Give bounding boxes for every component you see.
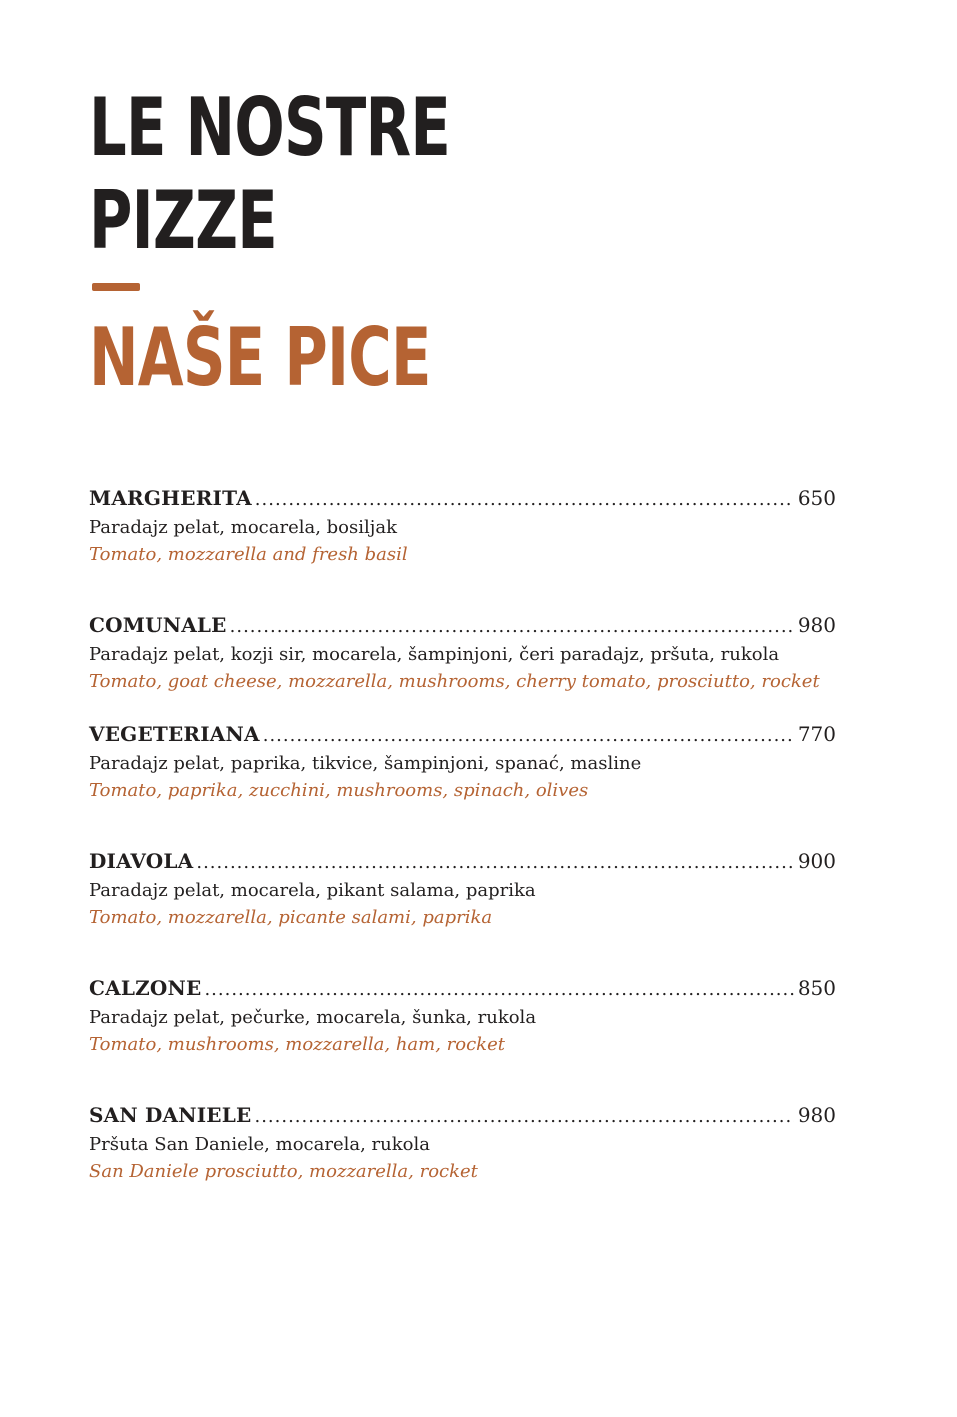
dot-leader (263, 725, 794, 746)
menu-item-price: 650 (797, 486, 836, 510)
menu-item-diavola (89, 849, 836, 931)
menu-item-description-en: Tomato, goat cheese, mozzarella, mushrooms, cherry tomato, prosciutto, rocket (89, 671, 820, 692)
menu-item-header (89, 1103, 836, 1131)
menu-item-name: DIAVOLA (89, 849, 194, 873)
menu-item-header (89, 613, 836, 641)
menu-item-price: 850 (797, 976, 836, 1000)
dot-leader (254, 1106, 793, 1127)
dot-leader (204, 979, 793, 1000)
menu-item-name: VEGETERIANA (89, 722, 260, 746)
menu-item-price: 770 (797, 722, 836, 746)
menu-item-calzone (89, 976, 836, 1058)
menu-item-description: Paradajz pelat, paprika, tikvice, šampinjoni, spanać, masline (89, 753, 642, 774)
page-title-line-1: LE NOSTRE (89, 81, 451, 174)
menu-item-name: SAN DANIELE (89, 1103, 252, 1127)
menu-item-description: Paradajz pelat, kozji sir, mocarela, šampinjoni, čeri paradajz, pršuta, rukola (89, 644, 780, 665)
menu-item-description: Paradajz pelat, pečurke, mocarela, šunka, rukola (89, 1007, 537, 1028)
menu-item-description: Paradajz pelat, mocarela, pikant salama, paprika (89, 880, 536, 901)
menu-item-header (89, 849, 836, 877)
menu-item-comunale (89, 613, 836, 695)
dot-leader (230, 616, 794, 637)
menu-item-header (89, 486, 836, 514)
menu-item-description-en: Tomato, mushrooms, mozzarella, ham, rocket (89, 1034, 505, 1055)
menu-item-margherita (89, 486, 836, 568)
menu-item-header (89, 722, 836, 750)
menu-item-vegeteriana (89, 722, 836, 804)
page-subtitle-local: NAŠE PICE (89, 311, 431, 404)
page-title-line-2: PIZZE (89, 174, 278, 267)
title-divider (92, 283, 140, 291)
menu-item-price: 900 (797, 849, 836, 873)
menu-item-price: 980 (797, 1103, 836, 1127)
menu-item-name: CALZONE (89, 976, 202, 1000)
menu-item-name: MARGHERITA (89, 486, 252, 510)
menu-item-description-en: Tomato, mozzarella, picante salami, paprika (89, 907, 493, 928)
menu-item-description-en: Tomato, paprika, zucchini, mushrooms, spinach, olives (89, 780, 589, 801)
menu-item-name: COMUNALE (89, 613, 227, 637)
menu-item-san-daniele (89, 1103, 836, 1185)
menu-item-price: 980 (797, 613, 836, 637)
dot-leader (255, 489, 794, 510)
menu-item-description-en: San Daniele prosciutto, mozzarella, rocket (89, 1161, 478, 1182)
menu-item-description: Paradajz pelat, mocarela, bosiljak (89, 517, 397, 538)
dot-leader (196, 852, 793, 873)
menu-item-header (89, 976, 836, 1004)
menu-item-description-en: Tomato, mozzarella and fresh basil (89, 544, 408, 565)
menu-item-description: Pršuta San Daniele, mocarela, rukola (89, 1134, 430, 1155)
